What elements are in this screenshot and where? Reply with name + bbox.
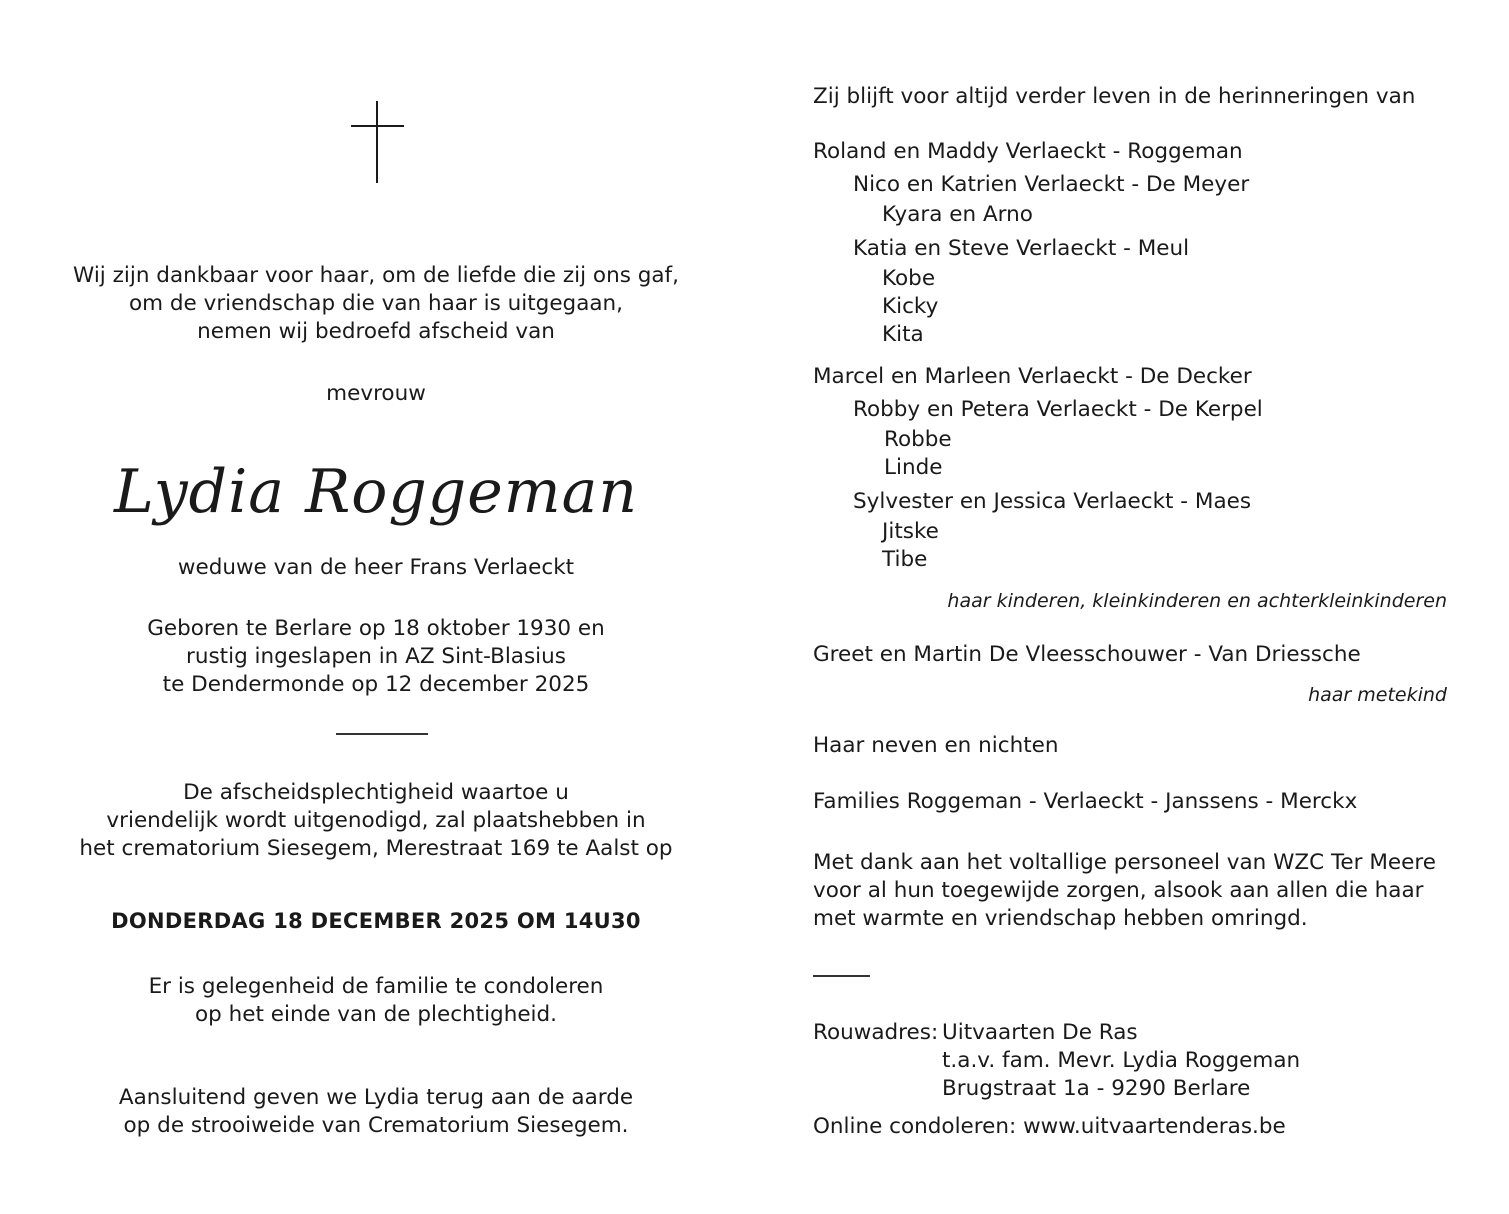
remembrance-heading: Zij blijft voor altijd verder leven in de herinneringen van	[813, 84, 1416, 109]
family-member: Robbe	[884, 427, 952, 452]
metekind-caption: haar metekind	[1308, 684, 1447, 706]
family-member: Kyara en Arno	[882, 202, 1033, 227]
family-member: Robby en Petera Verlaeckt - De Kerpel	[853, 397, 1263, 422]
divider	[813, 975, 870, 977]
divider	[336, 733, 428, 735]
family-member: Kita	[882, 322, 924, 347]
family-member: Marcel en Marleen Verlaeckt - De Decker	[813, 364, 1252, 389]
address-line-1: Uitvaarten De Ras	[942, 1020, 1138, 1045]
address-line-2: t.a.v. fam. Mevr. Lydia Roggeman	[942, 1048, 1301, 1073]
families-line: Families Roggeman - Verlaeckt - Janssens - Merckx	[813, 789, 1358, 814]
condolence-line-2: op het einde van de plechtigheid.	[194, 1002, 557, 1027]
honorific: mevrouw	[326, 381, 426, 406]
metekind-name: Greet en Martin De Vleesschouwer - Van Driessche	[813, 642, 1361, 667]
condolence-line-1: Er is gelegenheid de familie te condoleren	[148, 974, 604, 999]
address-line-3: Brugstraat 1a - 9290 Berlare	[942, 1076, 1251, 1101]
thanks-line-2: voor al hun toegewijde zorgen, alsook aan allen die haar	[813, 878, 1424, 903]
ceremony-line-1: De afscheidsplechtigheid waartoe u	[183, 780, 569, 805]
family-member: Linde	[884, 455, 943, 480]
ceremony-line-3: het crematorium Siesegem, Merestraat 169 te Aalst op	[79, 836, 673, 861]
intro-line-2: om de vriendschap die van haar is uitgegaan,	[128, 291, 624, 316]
family-member: Katia en Steve Verlaeckt - Meul	[853, 236, 1190, 261]
deceased-name: Lydia Roggeman	[113, 457, 639, 527]
birth-line-2: rustig ingeslapen in AZ Sint-Blasius	[186, 644, 566, 669]
ceremony-line-2: vriendelijk wordt uitgenodigd, zal plaatshebben in	[106, 808, 646, 833]
birth-line-1: Geboren te Berlare op 18 oktober 1930 en	[147, 616, 605, 641]
ashes-line-1: Aansluitend geven we Lydia terug aan de aarde	[118, 1085, 634, 1110]
online-condolence: Online condoleren: www.uitvaartenderas.be	[813, 1114, 1286, 1139]
family-member: Tibe	[882, 547, 928, 572]
family-member: Sylvester en Jessica Verlaeckt - Maes	[853, 489, 1252, 514]
family-member: Jitske	[882, 519, 939, 544]
thanks-line-3: met warmte en vriendschap hebben omringd.	[813, 906, 1308, 931]
family-member: Nico en Katrien Verlaeckt - De Meyer	[853, 172, 1250, 197]
ashes-line-2: op de strooiweide van Crematorium Siesegem.	[123, 1113, 629, 1138]
widow-line: weduwe van de heer Frans Verlaeckt	[177, 555, 575, 580]
thanks-line-1: Met dank aan het voltallige personeel van WZC Ter Meere	[813, 850, 1436, 875]
family-member: Roland en Maddy Verlaeckt - Roggeman	[813, 139, 1243, 164]
children-caption: haar kinderen, kleinkinderen en achterkleinkinderen	[947, 590, 1447, 612]
intro-line-1: Wij zijn dankbaar voor haar, om de liefde die zij ons gaf,	[73, 263, 679, 288]
intro-line-3: nemen wij bedroefd afscheid van	[197, 319, 555, 344]
address-label: Rouwadres:	[813, 1020, 939, 1045]
ceremony-date: DONDERDAG 18 DECEMBER 2025 OM 14U30	[111, 909, 641, 933]
family-member: Kobe	[882, 266, 936, 291]
family-member: Kicky	[882, 294, 939, 319]
birth-line-3: te Dendermonde op 12 december 2025	[162, 672, 590, 697]
cousins-line: Haar neven en nichten	[813, 733, 1059, 758]
